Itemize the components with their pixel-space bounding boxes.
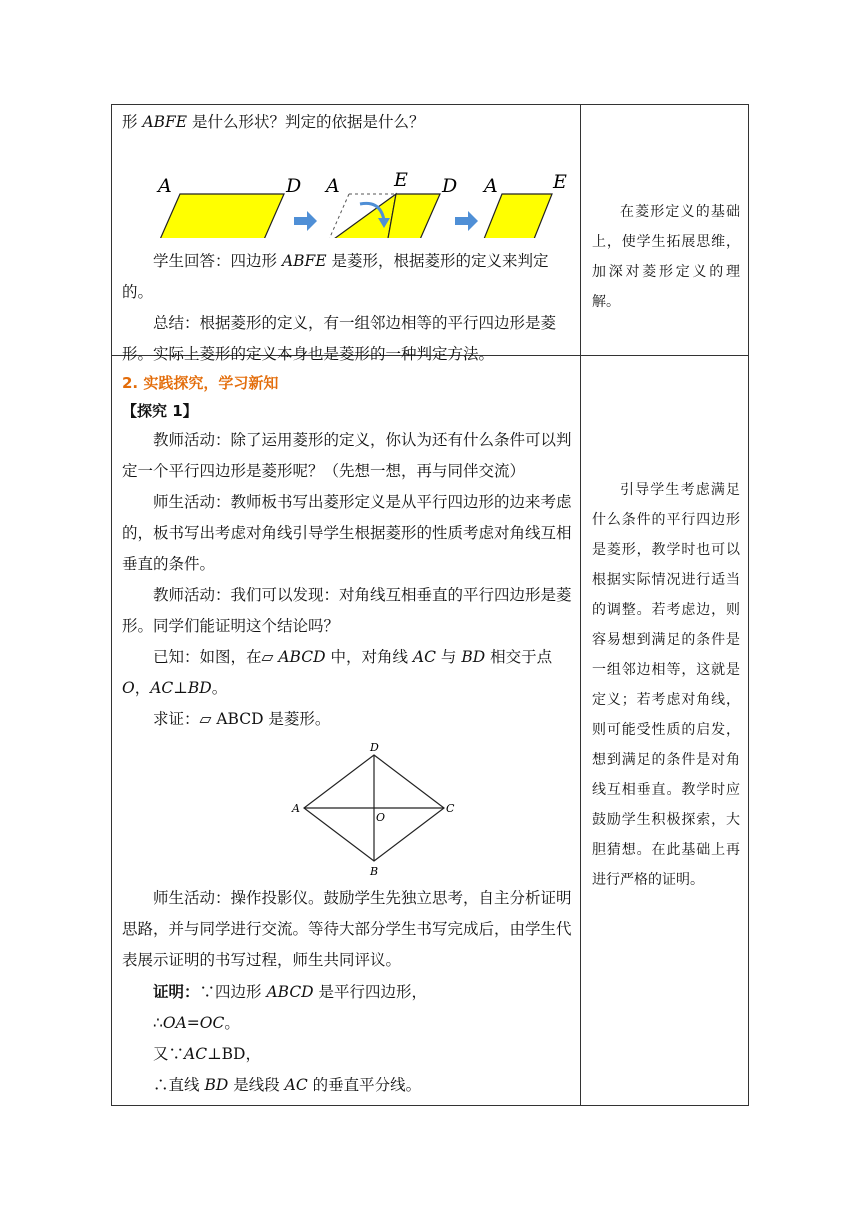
shape-efcd	[387, 194, 440, 238]
row2-note: 引导学生考虑满足什么条件的平行四边形是菱形，教学时也可以根据实际情况进行适当的调整。若考虑边，则容易想到满足的条件是一组邻边相等，这就是定义；若考虑对角线，则可能受性质的启发，想到满足的条件是对角线互相垂直。教学时应鼓励学生积极探索，大胆猜想。在此基础上再进行严格的证明。	[592, 482, 740, 888]
question-text: 形 ABFE 是什么形状？判定的依据是什么？	[122, 113, 425, 131]
label-a3: A	[484, 175, 498, 197]
prove-text: 求证：▱ ABCD 是菱形。	[153, 710, 331, 728]
proof-line-3: 又∵AC⊥BD，	[153, 1045, 261, 1063]
label-b: B	[370, 865, 379, 878]
column-divider	[580, 105, 581, 1105]
class-activity-1: 师生活动：教师板书写出菱形定义是从平行四边形的边来考虑的，板书写出考虑对角线引导学生根据菱形的性质考虑对角线互相垂直的条件。	[122, 493, 572, 573]
proof-line-4: ∴直线 BD 是线段 AC 的垂直平分线。	[153, 1076, 422, 1094]
parallelogram-abcd	[158, 194, 284, 238]
teacher-activity-2: 教师活动：我们可以发现：对角线互相垂直的平行四边形是菱形。同学们能证明这个结论吗？	[122, 586, 572, 635]
class-activity-2: 师生活动：操作投影仪。鼓励学生先独立思考，自主分析证明思路，并与同学进行交流。等待大部分学生书写完成后，由学生代表展示证明的书写过程，师生共同评议。	[122, 889, 572, 969]
explore-heading: 【探究 1】	[122, 402, 198, 420]
label-d: D	[286, 175, 302, 197]
label-d: D	[370, 741, 379, 754]
rhombus-diagonals-diagram	[122, 741, 572, 881]
lesson-table	[111, 104, 749, 1106]
student-answer: 学生回答：四边形 ABFE 是菱形，根据菱形的定义来判定的。	[122, 252, 549, 301]
label-e3: E	[553, 171, 567, 193]
proof-line-2: ∴OA=OC。	[153, 1014, 240, 1032]
rhombus-construction-figures	[122, 138, 572, 238]
given-text: 已知：如图，在▱ ABCD 中，对角线 AC 与 BD 相交于点 O，AC⊥BD。	[122, 648, 553, 697]
proof-line-1: 证明：∵四边形 ABCD 是平行四边形，	[153, 982, 428, 1001]
section-heading: 2. 实践探究，学习新知	[122, 374, 279, 392]
arrow-right-icon	[294, 211, 317, 231]
triangle-abf	[327, 194, 396, 238]
teacher-activity-1: 教师活动：除了运用菱形的定义，你认为还有什么条件可以判定一个平行四边形是菱形呢？（先想一想，再与同伴交流）	[122, 431, 572, 480]
label-e2: E	[394, 169, 408, 191]
label-c: C	[446, 802, 455, 815]
label-o: O	[376, 811, 386, 824]
rhombus-abfe	[482, 194, 552, 238]
row1-note: 在菱形定义的基础上，使学生拓展思维，加深对菱形定义的理解。	[592, 204, 740, 310]
summary-text: 总结：根据菱形的定义，有一组邻边相等的平行四边形是菱形。实际上菱形的定义本身也是菱形的一种判定方法。	[122, 314, 557, 363]
row2-content	[122, 369, 572, 1101]
arrow-right-icon	[455, 211, 478, 231]
label-a2: A	[326, 175, 340, 197]
label-a: A	[158, 175, 172, 197]
label-a: A	[292, 802, 300, 815]
label-d2: D	[442, 175, 458, 197]
row1-content	[122, 107, 572, 370]
